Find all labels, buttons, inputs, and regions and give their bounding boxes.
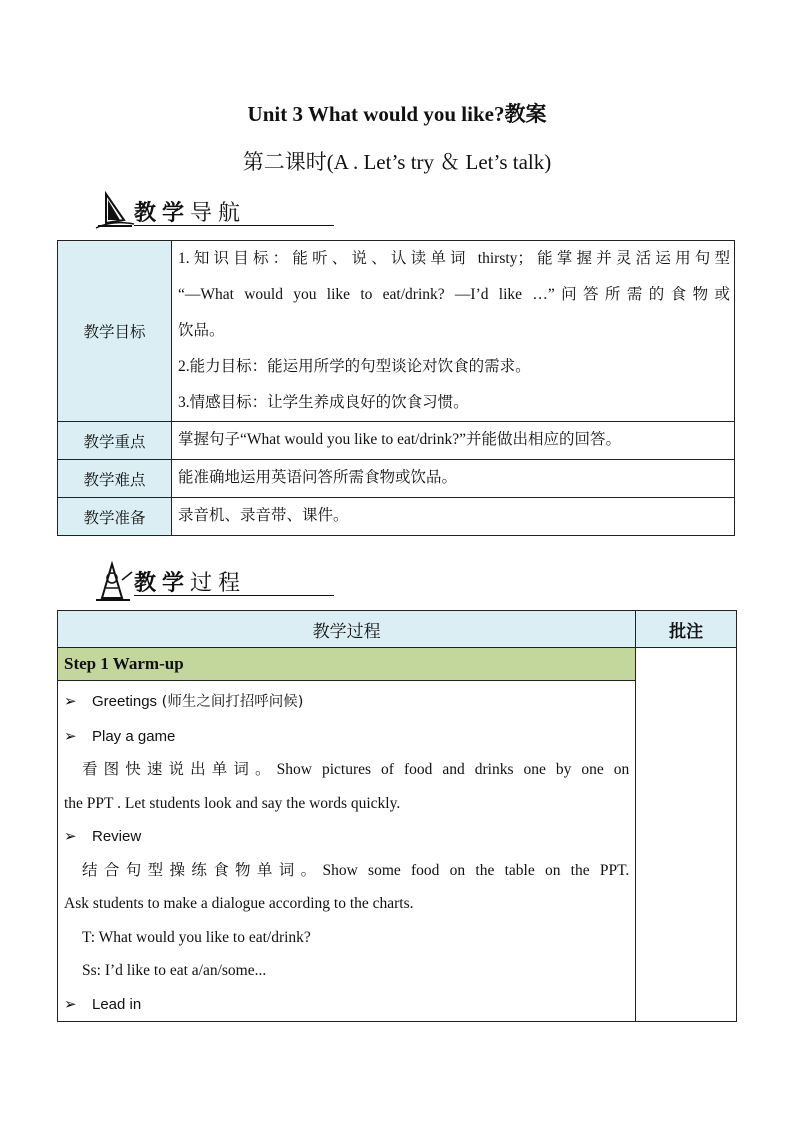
objective-line: 3.情感目标：让学生养成良好的饮食习惯。 [178, 394, 469, 411]
dialogue-line: T: What would you like to eat/drink? [82, 928, 311, 946]
section-label-thin: 导航 [190, 201, 247, 226]
step-body-row [58, 681, 737, 1022]
item-heading: Greetings [92, 693, 158, 710]
section-label-bold: 教学 [134, 201, 191, 226]
section-label-bold: 教学 [134, 571, 191, 596]
item-heading: Review [92, 828, 142, 845]
body-line: Ask students to make a dialogue according to the charts. [64, 895, 414, 912]
difficult-label: 教学难点 [58, 460, 172, 498]
objectives-cell [172, 241, 735, 422]
item-note: (师生之间打招呼问候) [157, 694, 304, 710]
document-title: Unit 3 What would you like?教案 [247, 102, 547, 126]
section-rule [134, 595, 334, 596]
document-subtitle: 第二课时(A . Let’s try ＆ Let’s talk) [242, 150, 552, 174]
objectives-label: 教学目标 [58, 241, 172, 422]
objective-line: “—What would you like to eat/drink? —I’d like …”问答所需的食物或 [178, 286, 730, 303]
list-item [64, 820, 629, 854]
key-label: 教学重点 [58, 422, 172, 460]
key-row [58, 422, 735, 460]
notes-column-header: 批注 [636, 611, 737, 648]
list-item [64, 988, 629, 1022]
list-item [64, 685, 629, 720]
arrow-bullet-icon: ➢ [64, 726, 77, 745]
objectives-row [58, 241, 735, 422]
sailboat-icon [92, 190, 136, 230]
step-title: Step 1 Warm-up [58, 648, 636, 681]
arrow-bullet-icon: ➢ [64, 692, 77, 710]
step-body [58, 681, 636, 1022]
arrow-bullet-icon: ➢ [64, 994, 77, 1013]
item-heading: Play a game [92, 727, 176, 745]
prep-label: 教学准备 [58, 498, 172, 536]
process-table [57, 610, 737, 1022]
list-item [64, 720, 629, 754]
prep-cell: 录音机、录音带、课件。 [172, 498, 735, 536]
notes-cell [636, 648, 737, 1022]
item-heading: Lead in [92, 995, 142, 1013]
objective-line: 饮品。 [178, 322, 225, 339]
objective-line: 1.知识目标：能听、说、认读单词 thirsty；能掌握并灵活运用句型 [178, 250, 730, 267]
prep-row [58, 498, 735, 536]
difficult-cell: 能准确地运用英语问答所需食物或饮品。 [172, 460, 735, 498]
process-column-header: 教学过程 [58, 611, 636, 648]
body-line: the PPT . Let students look and say the words quickly. [64, 794, 401, 812]
section-header-process [92, 560, 282, 600]
objective-line: 2.能力目标：能运用所学的句型谈论对饮食的需求。 [178, 358, 531, 375]
section-label-thin: 过程 [190, 571, 247, 596]
body-line: 结合句型操练食物单词。Show some food on the table on the PPT. [82, 861, 630, 879]
step-row [58, 648, 737, 681]
key-cell: 掌握句子“What would you like to eat/drink?”并能做出相应的回答。 [172, 422, 735, 460]
dialogue-line: Ss: I’d like to eat a/an/some... [82, 962, 267, 979]
guide-table [57, 240, 735, 536]
section-rule [134, 225, 334, 226]
difficult-row [58, 460, 735, 498]
body-line: 看图快速说出单词。Show pictures of food and drinks one by one on [82, 761, 630, 778]
arrow-bullet-icon: ➢ [64, 827, 77, 845]
section-header-guide [92, 190, 282, 230]
process-header-row [58, 611, 737, 648]
pencil-figure-icon [92, 560, 136, 604]
